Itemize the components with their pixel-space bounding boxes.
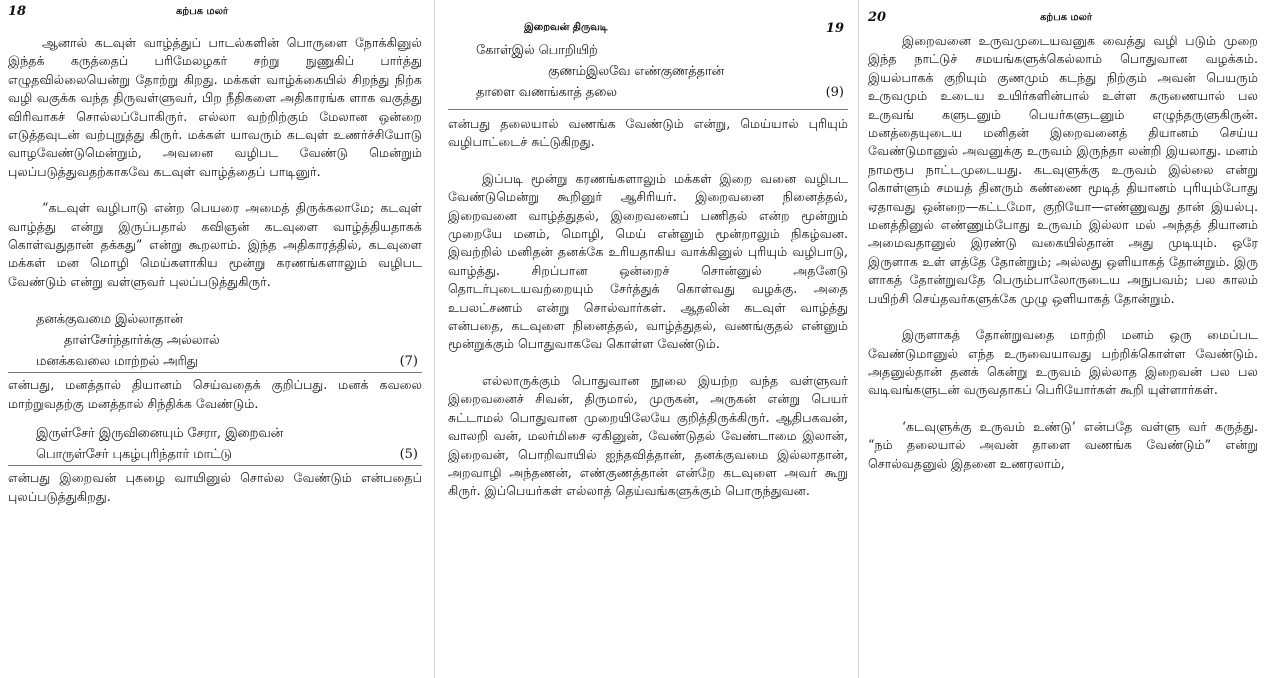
- paragraph: இப்படி மூன்று கரணங்களாலும் மக்கள் இறை வனை வழிபட வேண்டுமென்று கூறினுர் ஆசிரியர். இறைவனை நினைத்தல், இறைவனை வாழ்த்துதல், இறைவனைப் பணிதல் என்ற மூன்றும் முறையே மனம், மொழி, மெய் என்னும் மூன்றாலும் நிகழ்வன. இவற்றில் மனிதன் தனக்கே உரியதாகிய வாக்கினுல் புரியும் வழிபாடு, வாழ்த்து. சிறப்பான ஒன்றைச் சொன்னுல் அதனேடு தொடர்புடையவற்றையும் சேர்த்துக் கொள்வது வழக்கு. அதை உபலட்சணம் என்று சொல்வார்கள். ஆதலின் கடவுள் வாழ்த்து என்பதை, கடவுளை நினைத்தல், வாழ்த்துதல், வணங்குதல் என்னும் மூன்றுக்கும் பொதுவாகவே கொள்ள வேண்டும்.: [448, 170, 848, 352]
- verse-rule: [448, 109, 848, 110]
- column-divider: [858, 0, 859, 678]
- verse-line: குணம்இலவே எண்குணத்தான்: [548, 64, 724, 79]
- verse-line: இருள்சேர் இருவினையும் சேரா, இறைவன்: [36, 426, 284, 442]
- paragraph: என்பது, மனத்தால் தியானம் செய்வதைக் குறிப்பது. மனக் கவலை மாற்றுவதற்கு மனத்தால் சிந்திக்க வேண்டும்.: [8, 377, 422, 411]
- paragraph: என்பது தலையால் வணங்க வேண்டும் என்று, மெய்யால் புரியும் வழிபாட்டைச் சுட்டுகிறது.: [448, 116, 848, 150]
- verse-line: பொருள்சேர் புகழ்புரிந்தார் மாட்டு: [36, 447, 232, 463]
- running-title: இறைவன் திருவடி: [524, 22, 608, 33]
- page-number: 18: [8, 4, 27, 19]
- running-title: கற்பக மலர்: [1040, 12, 1093, 23]
- paragraph: இறைவனை உருவமுடையவனுக வைத்து வழி படும் முறை இந்த நாட்டுச் சமயங்களுக்கெல்லாம் பொதுவான வழக்கம். இயல்பாகக் குறியும் குணமும் கடந்து நிற்கும் அவன் பெயரும் உருவமும் உடைய உயிர்களின்பால் உள்ள கருணையால் பல உருவங் களுடனும் பெயர்களுடனும் எழுந்தருளுகிருன். மனத்தையுடைய மனிதன் இறைவனைத் தியானம் செய்ய வேண்டுமானுல் அவனுக்கு உருவம் இருந்தா லன்றி இயலாது. மனம் நாமரூப நாட்டமுடையது. கடவுளுக்கு உருவம் இல்லை என்று கொள்ளும் சமயத் தினரும் கண்ணை மூடித் தியானம் புரியும்போது ஏதாவது ஒன்றை—கட்டமோ, குறியோ—எண்ணுவது தான் இயல்பு. மனத்தினுல் எண்ணும்போது உருவம் இல்லா மல் அந்தத் தியானம் அமைவதானுல் இரண்டு வகையில்தான் அது முடியும். ஒரே இருளாக உள் ளத்தே தோன்றும்; அல்லது ஒளியாகத் தோன்றும். இரு ளாகத் தோன்றுவதே பெரும்பாலோருடைய அநுபவம்; பல காலம் பயிற்சி செய்தவர்களுக்கே முழு ஒளியாகத் தோன்றும்.: [868, 33, 1258, 306]
- page-number: 20: [868, 10, 887, 25]
- verse-number: (5): [399, 447, 418, 463]
- paragraph: இருளாகத் தோன்றுவதை மாற்றி மனம் ஒரு மைப்பட வேண்டுமானுல் எந்த உருவையாவது பற்றிக்கொள்ள வேண்டும். அதனுல்தான் தனக் கென்று உருவம் இல்லாத இறைவன் பல பல வடிவங்களுடன் வருவதாகப் பெரியோர்கள் கூறி யுள்ளார்கள்.: [868, 327, 1258, 398]
- page-18: [0, 0, 432, 678]
- verse-7: [8, 309, 422, 372]
- running-title: கற்பக மலர்: [176, 6, 229, 17]
- paragraph: எல்லாருக்கும் பொதுவான நூலை இயற்ற வந்த வள்ளுவர் இறைவனைச் சிவன், திருமால், முருகன், அருகன் என்று பெயர் சுட்டாமல் பொதுவான முறையிலேயே குறித்திருக்கிருர். ஆதிபகவன், வாலறி வன், மலர்மிசை ஏகினுன், வேண்டுதல் வேண்டாமை இலான், இறைவன், பொறிவாயில் ஐந்தவித்தான், தனக்குவமை இல்லாதான், அறவாழி அந்தணன், எண்குணத்தான் என்றே கடவுளை அவர் கூறு கிருர். இப்பெயர்கள் எல்லாத் தெய்வங்களுக்கும் பொருந்துவன.: [448, 372, 848, 499]
- verse-rule: [8, 372, 422, 373]
- page-number: 19: [825, 21, 844, 36]
- page-header: [448, 0, 848, 40]
- paragraph: “கடவுள் வழிபாடு என்ற பெயரை அமைத் திருக்கலாமே; கடவுள் வாழ்த்து என்று இருப்பதால் கவிஞன் கடவுளை வாழ்த்தியதாகக் கொள்வதுதான் தக்கது” என்று கூறலாம். இந்த அதிகாரத்தில், கடவுளை மக்கள் மன மொழி மெய்களாகிய மூன்று கரணங்களாலும் வழிபட வேண்டும் என்று வள்ளுவர் புலப்படுத்துகிருர்.: [8, 200, 422, 289]
- verse-line: கோள்இல் பொறியிற்: [476, 43, 598, 58]
- verse-5: [8, 423, 422, 465]
- paragraph: ‘கடவுளுக்கு உருவம் உண்டு’ என்பதே வள்ளு வர் கருத்து. “நம் தலையால் அவன் தாளை வணங்க வேண்டும்” என்று சொல்வதனுல் இதனை உணரலாம்,: [868, 418, 1258, 471]
- verse-line: தனக்குவமை இல்லாதான்: [36, 312, 183, 328]
- page-19: [436, 0, 856, 678]
- verse-line: தாளை வணங்காத் தலை: [476, 85, 617, 100]
- verse-number: (7): [399, 354, 418, 370]
- verse-rule: [8, 465, 422, 466]
- page-20: [860, 0, 1272, 678]
- paragraph: என்பது இறைவன் புகழை வாயினுல் சொல்ல வேண்டும் என்பதைப் புலப்படுத்துகிறது.: [8, 470, 422, 504]
- verse-9: [448, 40, 848, 103]
- page-header: [8, 0, 422, 26]
- verse-line: தாள்சேர்ந்தார்க்கு அல்லால்: [64, 333, 220, 349]
- paragraph: ஆனால் கடவுள் வாழ்த்துப் பாடல்களின் பொருளை நோக்கினுல் இந்தக் கருத்தைப் பரிமேலழகர் சற்று நுணுகிப் பார்த்து எழுதவில்லையென்று தோற்று கிறது. மக்கள் வாழ்க்கையில் சிறந்து நிற்க வழி வகுக்க வந்த திருவள்ளுவர், பிற நீதிகளை அதிகாரங்க ளாக வகுத்து விரிவாகச் சொல்லப்போகிருர். எல்லா வற்றிற்கும் மேலான ஒன்றை எடுத்தவுடன் வற்புறுத்து கிருர். மக்கள் யாவரும் கடவுள் உணர்ச்சியோடு வாழவேண்டுமென்றும், அவனை வழிபட வேண்டு மென்றும் புலப்படுத்துவதற்காகவே கடவுள் வாழ்த்தைப் பாடினுர்.: [8, 35, 422, 179]
- verse-number: (9): [825, 85, 844, 100]
- verse-line: மனக்கவலை மாற்றல் அரிது: [36, 354, 198, 370]
- column-divider: [434, 0, 435, 678]
- page-header: [868, 0, 1258, 32]
